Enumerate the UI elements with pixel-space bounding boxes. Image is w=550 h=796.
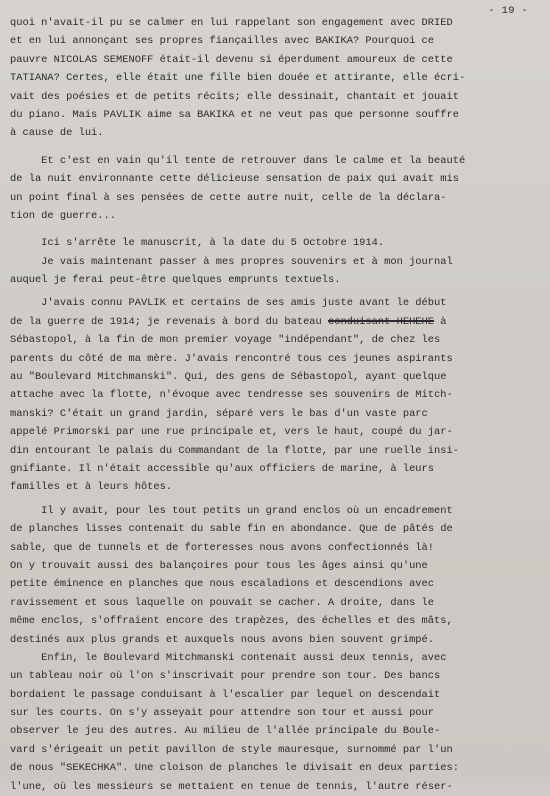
text-line: Je vais maintenant passer à mes propres souvenirs et à mon journal [10,255,453,268]
text-line: au "Boulevard Mitchmanski". Qui, des gens de Sébastopol, ayant quelque [10,371,447,384]
paragraph-4 [10,294,544,496]
text-line: On y trouvait aussi des balançoires pour tous les âges ainsi qu'une [10,559,428,572]
text-line: tion de guerre... [10,209,117,222]
text-line: et en lui annonçant ses propres fiançailles avec BAKIKA? Pourquoi ce [10,35,435,48]
text-line: de planches lisses contenait du sable fin en abondance. Que de pâtés de [10,523,453,536]
text-line: sur les courts. On s'y asseyait pour attendre son tour et aussi pour [10,707,435,720]
text-line: pauvre NICOLAS SEMENOFF était-il devenu si éperdument amoureux de cette [10,53,453,66]
text-line: Sébastopol, à la fin de mon premier voyage "indépendant", de chez les [10,334,441,347]
text-line: du piano. Mais PAVLIK aime sa BAKIKA et ne veut pas que personne souffre [10,108,459,121]
text-line: Et c'est en vain qu'il tente de retrouver dans le calme et la beauté [10,154,466,167]
text-line: bordaient le passage conduisant à l'escalier par lequel on descendait [10,688,441,701]
text-line: petite éminence en planches que nous escaladions et descendions avec [10,578,435,591]
text-line: J'avais connu PAVLIK et certains de ses amis juste avant le début [10,297,447,310]
text-line: auquel je ferai peut-être quelques emprunts textuels. [10,274,341,287]
text-line: Il y avait, pour les tout petits un grand enclos où un encadrement [10,504,453,517]
text-line: observer le jeu des autres. Au milieu de l'allée principale du Boule- [10,725,441,738]
text-line: quoi n'avait-il pu se calmer en lui rappelant son engagement avec DRIED [10,17,453,29]
text-line: Ici s'arrête le manuscrit, à la date du 5 Octobre 1914. [10,237,385,250]
text-line: de nous "SEKECHKA". Une cloison de planches le divisait en deux parties: [10,762,459,775]
struck-through-text: conduisant HEHEHE [328,315,435,328]
paragraph-3 [10,234,544,289]
text-line: un point final à ses pensées de cette autre nuit, celle de la déclara- [10,191,447,204]
text-line: vard s'érigeait un petit pavillon de style mauresque, surnommé par l'un [10,743,453,756]
text-line: de la nuit environnante cette délicieuse sensation de paix qui avait mis [10,173,459,186]
text-line: vait des poésies et de petits récits; elle dessinait, chantait et jouait [10,90,459,103]
text-line: destinés aux plus grands et auxquels nous avons bien souvent grimpé. [10,633,435,646]
manuscript-text [10,14,544,796]
paragraph-5 [10,502,544,649]
text-line: Enfin, le Boulevard Mitchmanski contenait aussi deux tennis, avec [10,651,447,664]
paragraph-6 [10,649,544,796]
text-line: sable, que de tunnels et de forteresses nous avons confectionnés là! [10,541,435,554]
line-segment: à [434,315,447,328]
text-line: à cause de lui. [10,127,104,140]
paragraph-gap [10,143,544,152]
text-line: TATIANA? Certes, elle était une fille bien douée et attirante, elle écri- [10,72,466,85]
text-line: parents du côté de ma mère. J'avais rencontré tous ces jeunes aspirants [10,352,453,365]
text-line: familles et à leurs hôtes. [10,481,173,494]
page-number: - 19 - [488,5,528,17]
paragraph-1 [10,14,544,143]
text-line: attache avec la flotte, n'évoque avec tendresse ses souvenirs de Mitch- [10,389,453,402]
text-line-with-correction [10,313,544,331]
text-line: même enclos, s'offraient encore des trapèzes, des échelles et des mâts, [10,615,453,628]
text-line: appelé Primorski par une rue principale et, vers le haut, coupé du jar- [10,426,453,439]
text-line: l'une, où les messieurs se mettaient en tenue de tennis, l'autre réser- [10,780,453,793]
paragraph-gap [10,225,544,234]
text-line: un tableau noir où l'on s'inscrivait pour prendre son tour. Des bancs [10,670,441,683]
text-line: din entourant le palais du Commandant de la flotte, par une ruelle insi- [10,444,459,457]
text-line: ravissement et sous laquelle on pouvait se cacher. A droite, dans le [10,596,435,609]
line-segment: de la guerre de 1914; je revenais à bord du bateau [10,315,329,328]
text-line: manski? C'était un grand jardin, séparé vers le bas d'un vaste parc [10,407,428,420]
text-line: gnifiante. Il n'était accessible qu'aux officiers de marine, à leurs [10,462,435,475]
paragraph-2 [10,152,544,226]
